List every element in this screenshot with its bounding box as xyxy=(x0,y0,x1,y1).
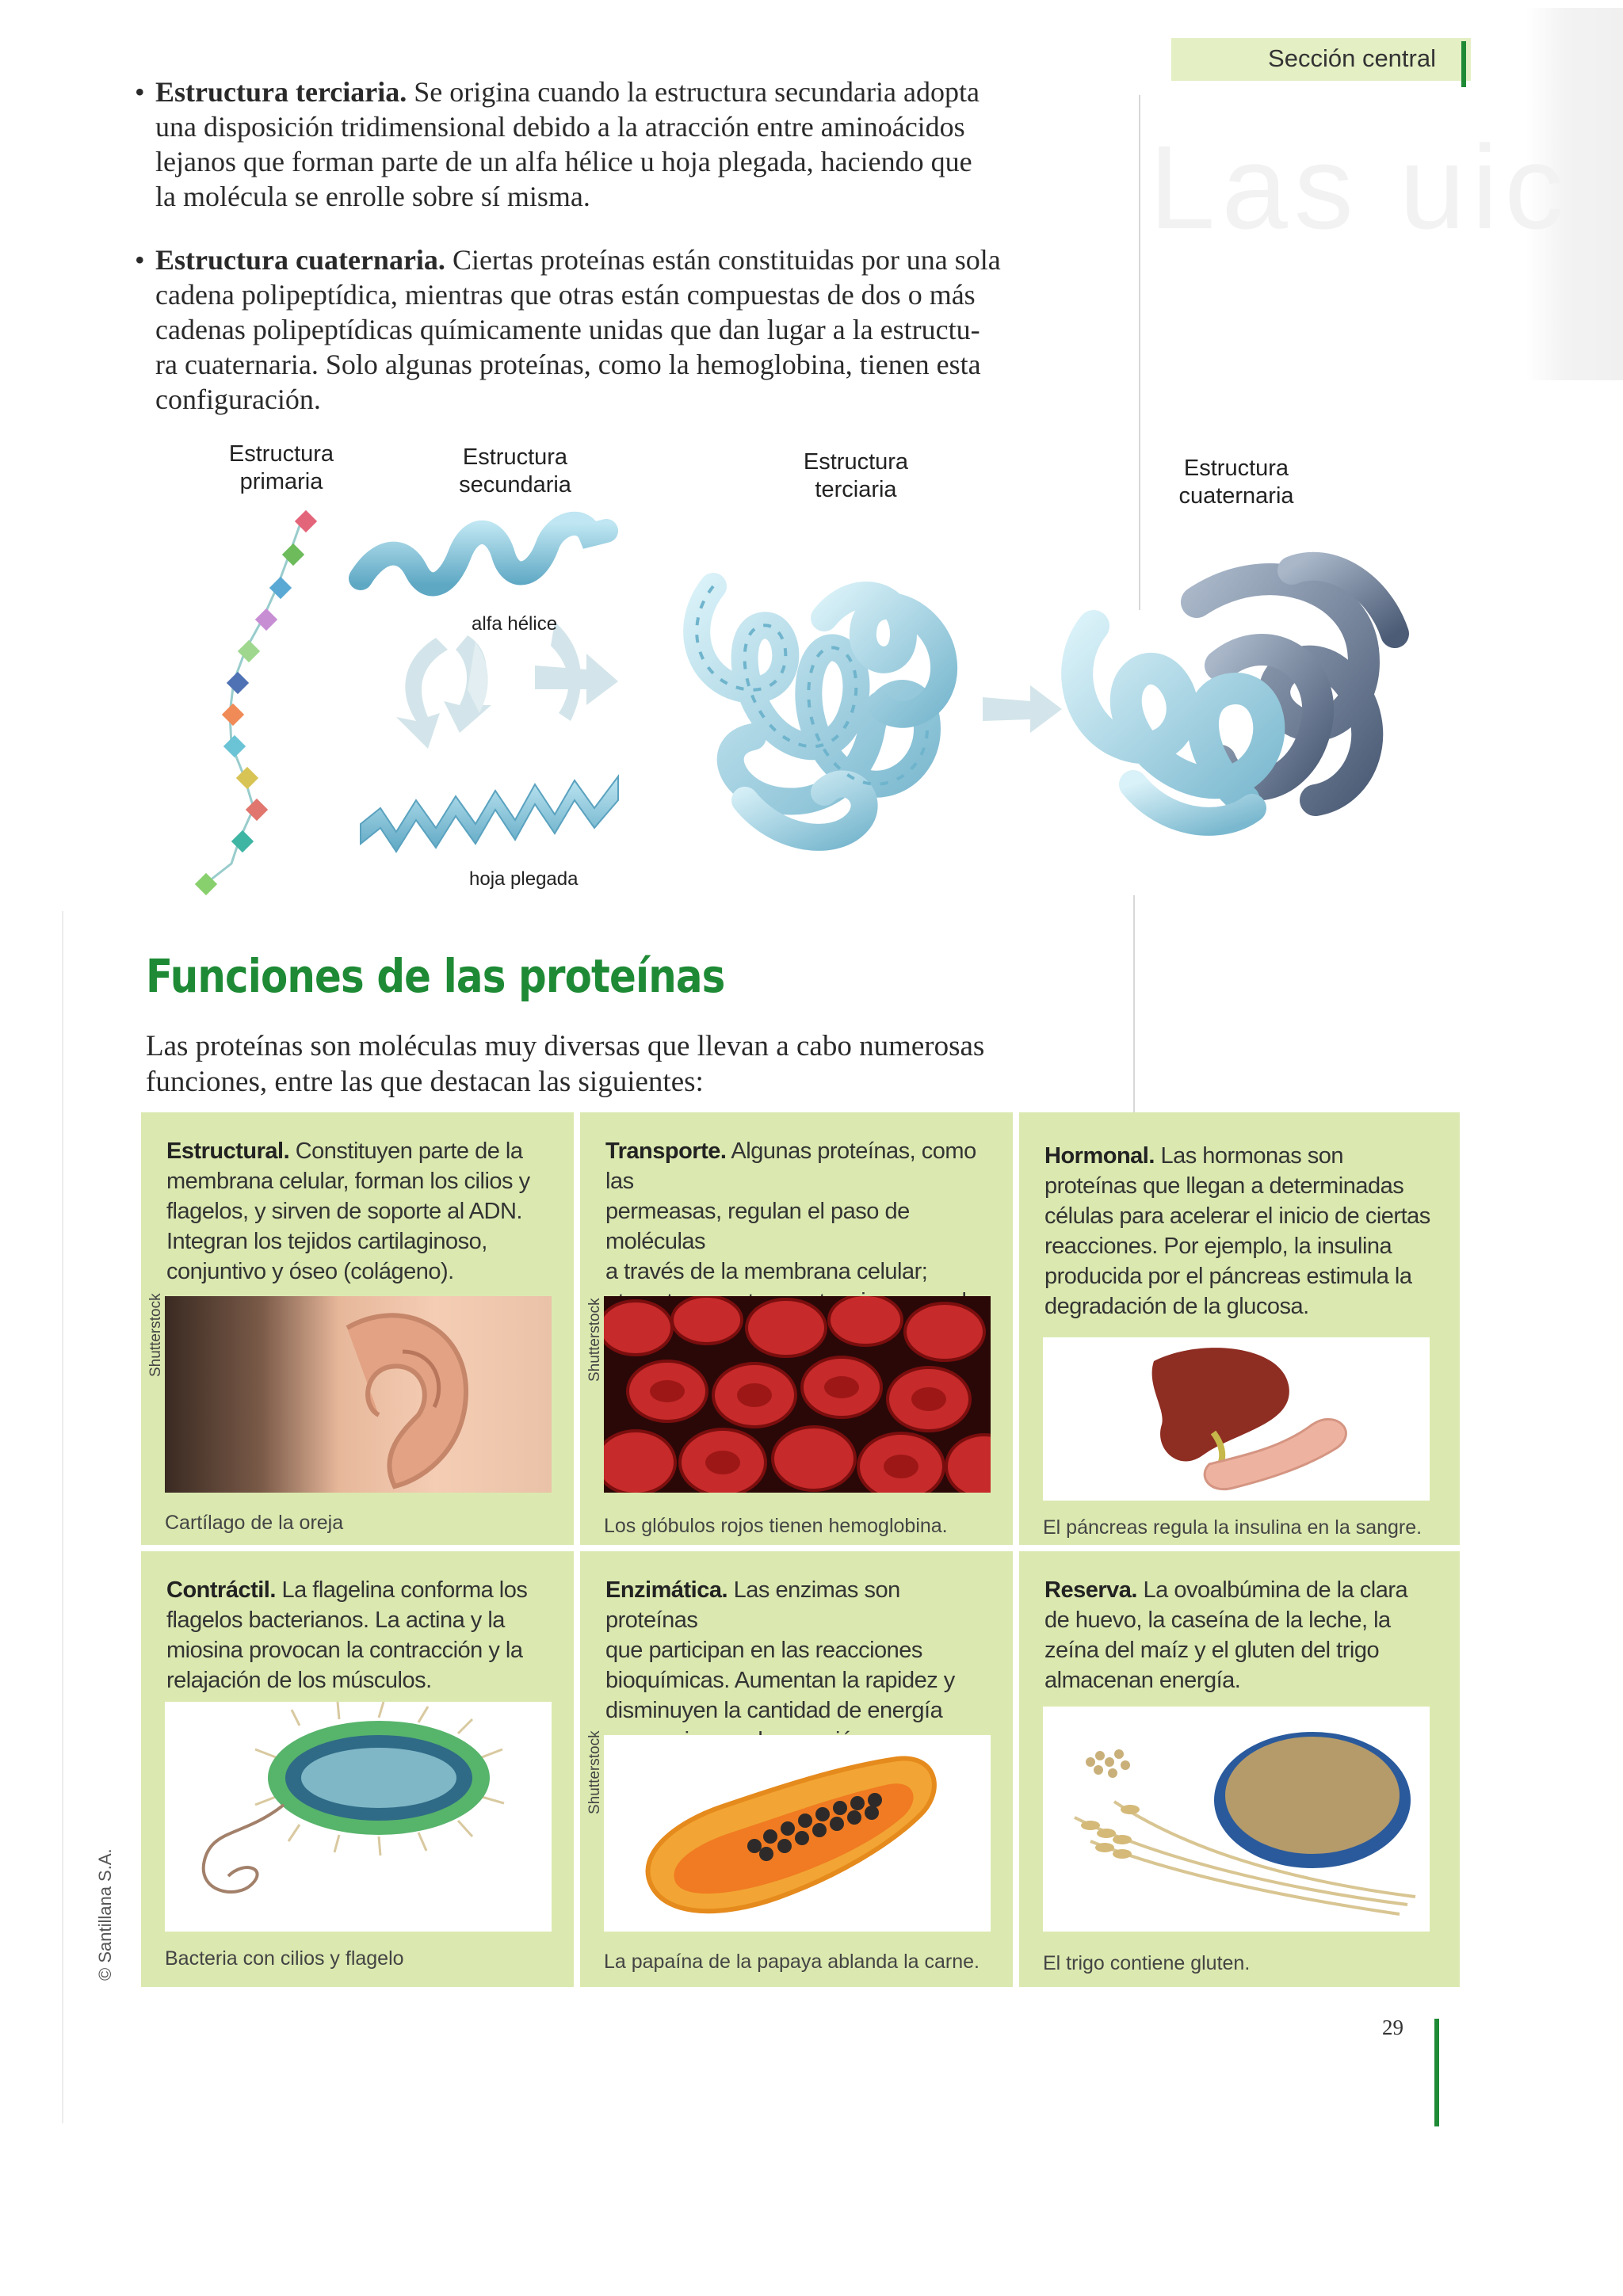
bullet-line: ra cuaternaria. Solo algunas proteínas, como la hemoglobina, tienen esta xyxy=(155,349,981,380)
photo-caption: La papaína de la papaya ablanda la carne. xyxy=(604,1951,980,1973)
functions-grid xyxy=(141,1112,1460,1987)
red-blood-cells-photo xyxy=(604,1296,991,1493)
bullet-line: la molécula se enrolle sobre sí misma. xyxy=(155,181,590,212)
protein-illustration xyxy=(143,428,1458,903)
bullet-dot: • xyxy=(135,244,145,276)
protein-structure-diagram xyxy=(143,428,1458,903)
bacteria-illustration xyxy=(165,1702,552,1932)
photo-credit: Shutterstock xyxy=(586,1298,603,1382)
card-hormonal xyxy=(1019,1112,1460,1545)
label-quaternary: Estructura cuaternaria xyxy=(1178,456,1294,509)
ear-photo xyxy=(165,1296,552,1493)
bullet-line: cadena polipeptídica, mientras que otras están compuestas de dos o más xyxy=(155,279,976,311)
label-pleated-sheet: hoja plegada xyxy=(469,868,579,890)
card-reserve xyxy=(1019,1551,1460,1987)
section-label: Sección central xyxy=(1268,44,1436,72)
card-text: Transporte. Algunas proteínas, como las permeasas, regulan el paso de moléculas a través de la membrana celular; xyxy=(605,1138,976,1284)
card-text: Enzimática. Las enzimas son proteínas que participan en las reacciones bioquímicas. Aumentan la rapidez y disminuyen la cantidad de energía xyxy=(605,1577,955,1723)
column-divider-lower xyxy=(1133,895,1135,1117)
bullet-tertiary xyxy=(135,74,1121,214)
bullet-term: Estructura cuaternaria. xyxy=(155,244,445,276)
tertiary-structure-icon xyxy=(697,586,944,837)
card-structural xyxy=(141,1112,574,1545)
papaya-photo xyxy=(604,1735,991,1932)
photo-caption: El páncreas regula la insulina en la sangre. xyxy=(1043,1516,1423,1539)
photo-caption: Cartílago de la oreja xyxy=(165,1512,344,1534)
bullet-line: una disposición tridimensional debido a la atracción entre aminoácidos xyxy=(155,111,965,143)
label-tertiary: Estructura terciaria xyxy=(803,449,909,502)
bleed-through-text: Las uic xyxy=(1149,120,1571,254)
label-alpha-helix: alfa hélice xyxy=(472,613,558,635)
section-title: Funciones de las proteínas xyxy=(146,949,725,1003)
photo-caption: El trigo contiene gluten. xyxy=(1043,1952,1251,1974)
card-enzymatic xyxy=(580,1551,1013,1987)
section-marker xyxy=(1461,41,1466,87)
photo-caption: Bacteria con cilios y flagelo xyxy=(165,1947,404,1970)
card-transport xyxy=(580,1112,1013,1545)
section-tab xyxy=(1171,38,1471,81)
label-primary: Estructura primaria xyxy=(228,441,334,494)
bullet-quaternary xyxy=(135,242,1121,417)
card-text: Contráctil. La flagelina conforma los flagelos bacterianos. La actina y la miosina provocan la contracción y la relajación de los músculos. xyxy=(166,1577,528,1693)
pancreas-liver-illustration xyxy=(1043,1337,1430,1501)
quaternary-structure-icon xyxy=(1077,566,1395,822)
page-left-edge xyxy=(62,911,63,2123)
card-text: Reserva. La ovoalbúmina de la clara de huevo, la caseína de la leche, la zeína del maíz y el gluten del trigo almacenan energía. xyxy=(1044,1577,1408,1693)
bullet-line: configuración. xyxy=(155,383,321,415)
bullet-line: Estructura cuaternaria. Ciertas proteínas están constituidas por una sola xyxy=(155,244,1001,276)
card-text: Estructural. Constituyen parte de la membrana celular, forman los cilios y flagelos, y sirven de soporte al ADN. Integran los tejidos cartilaginoso, conjuntivo y óseo (colágeno). xyxy=(166,1138,530,1284)
copyright-notice: © Santillana S.A. xyxy=(95,1848,115,1981)
primary-chain-icon xyxy=(195,510,317,895)
photo-credit: Shutterstock xyxy=(586,1730,603,1814)
photo-credit: Shutterstock xyxy=(147,1293,164,1377)
page-marker xyxy=(1434,2019,1439,2126)
pleated-sheet-icon xyxy=(361,776,618,852)
label-secondary: Estructura secundaria xyxy=(459,444,571,498)
photo-caption: Los glóbulos rojos tienen hemoglobina. xyxy=(604,1515,948,1537)
bullet-term: Estructura terciaria. xyxy=(155,76,407,108)
section-intro: Las proteínas son moléculas muy diversas que llevan a cabo numerosas funciones, entre las que destacan las siguientes: xyxy=(146,1030,985,1098)
wheat-photo xyxy=(1043,1707,1430,1932)
alpha-helix-icon xyxy=(361,524,606,585)
bullet-line: Estructura terciaria. Se origina cuando la estructura secundaria adopta xyxy=(155,76,980,108)
card-text: Hormonal. Las hormonas son proteínas que llegan a determinadas células para acelerar el inicio de ciertas reacciones. Por ejemplo, la insulina producida por el páncreas estimula la degradación de la glucosa. xyxy=(1044,1143,1430,1319)
bullet-dot: • xyxy=(135,76,145,108)
page-number: 29 xyxy=(1382,2016,1403,2039)
card-contractile xyxy=(141,1551,574,1987)
bullet-line: lejanos que forman parte de un alfa hélice u hoja plegada, haciendo que xyxy=(155,146,972,177)
bullet-line: cadenas polipeptídicas químicamente unidas que dan lugar a la estructu- xyxy=(155,314,980,345)
